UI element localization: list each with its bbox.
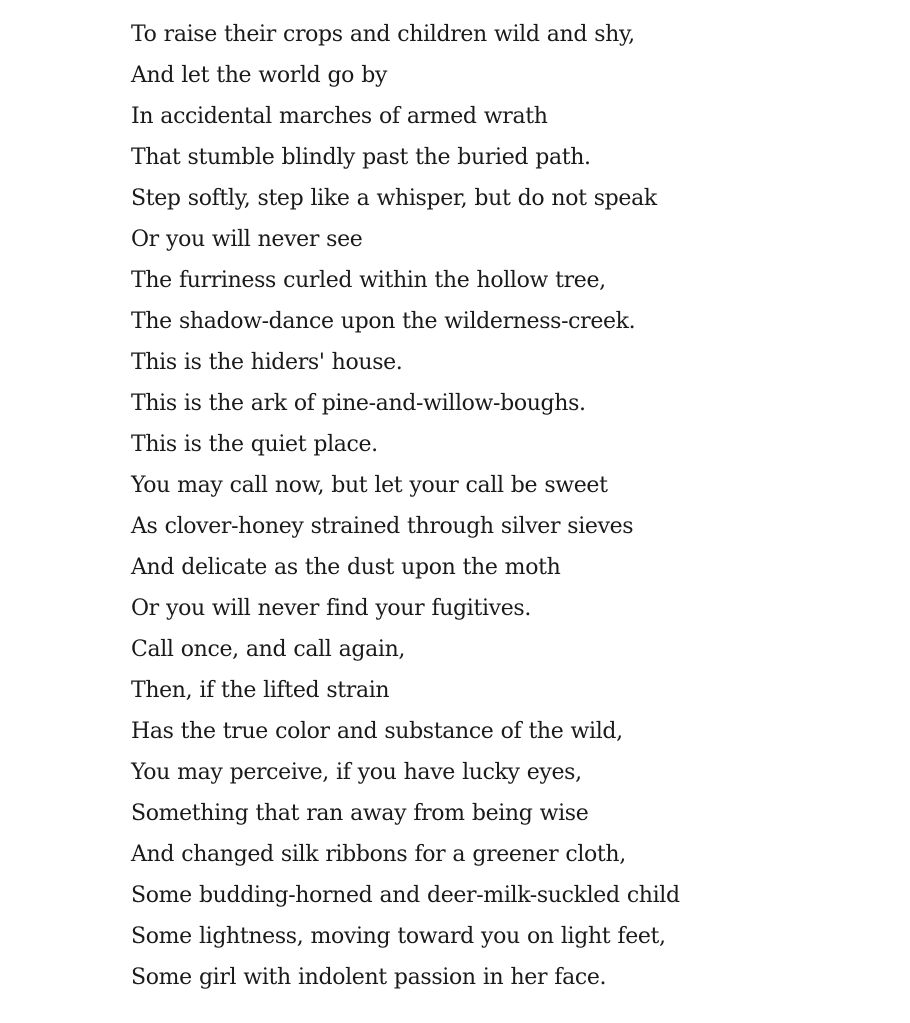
poem-line: That stumble blindly past the buried path. — [131, 145, 591, 170]
poem-line: Some budding-horned and deer-milk-suckled child — [131, 883, 680, 908]
poem-line: And let the world go by — [131, 63, 388, 88]
poem-line: This is the hiders' house. — [131, 350, 403, 375]
poem-line: The shadow-dance upon the wilderness-creek. — [131, 309, 636, 334]
poem-line: In accidental marches of armed wrath — [131, 104, 548, 129]
poem-line: You may call now, but let your call be sweet — [131, 473, 608, 498]
poem-line: The furriness curled within the hollow tree, — [131, 268, 606, 293]
poem-line: Or you will never find your fugitives. — [131, 596, 531, 621]
poem-line: Some girl with indolent passion in her face. — [131, 965, 607, 990]
poem-line: And delicate as the dust upon the moth — [131, 555, 561, 580]
poem-line: Has the true color and substance of the wild, — [131, 719, 623, 744]
poem-line: Something that ran away from being wise — [131, 801, 589, 826]
poem-line: As clover-honey strained through silver sieves — [131, 514, 634, 539]
poem-line: This is the ark of pine-and-willow-boughs. — [131, 391, 586, 416]
poem-line: To raise their crops and children wild and shy, — [131, 22, 635, 47]
poem-text — [131, 14, 680, 998]
poem-line: This is the quiet place. — [131, 432, 378, 457]
poem-line: Or you will never see — [131, 227, 363, 252]
poem-line: Then, if the lifted strain — [131, 678, 390, 703]
poem-line: Call once, and call again, — [131, 637, 406, 662]
poem-line: You may perceive, if you have lucky eyes, — [131, 760, 582, 785]
poem-line: Some lightness, moving toward you on light feet, — [131, 924, 666, 949]
poem-line: Step softly, step like a whisper, but do not speak — [131, 186, 657, 211]
poem-line: And changed silk ribbons for a greener cloth, — [131, 842, 626, 867]
